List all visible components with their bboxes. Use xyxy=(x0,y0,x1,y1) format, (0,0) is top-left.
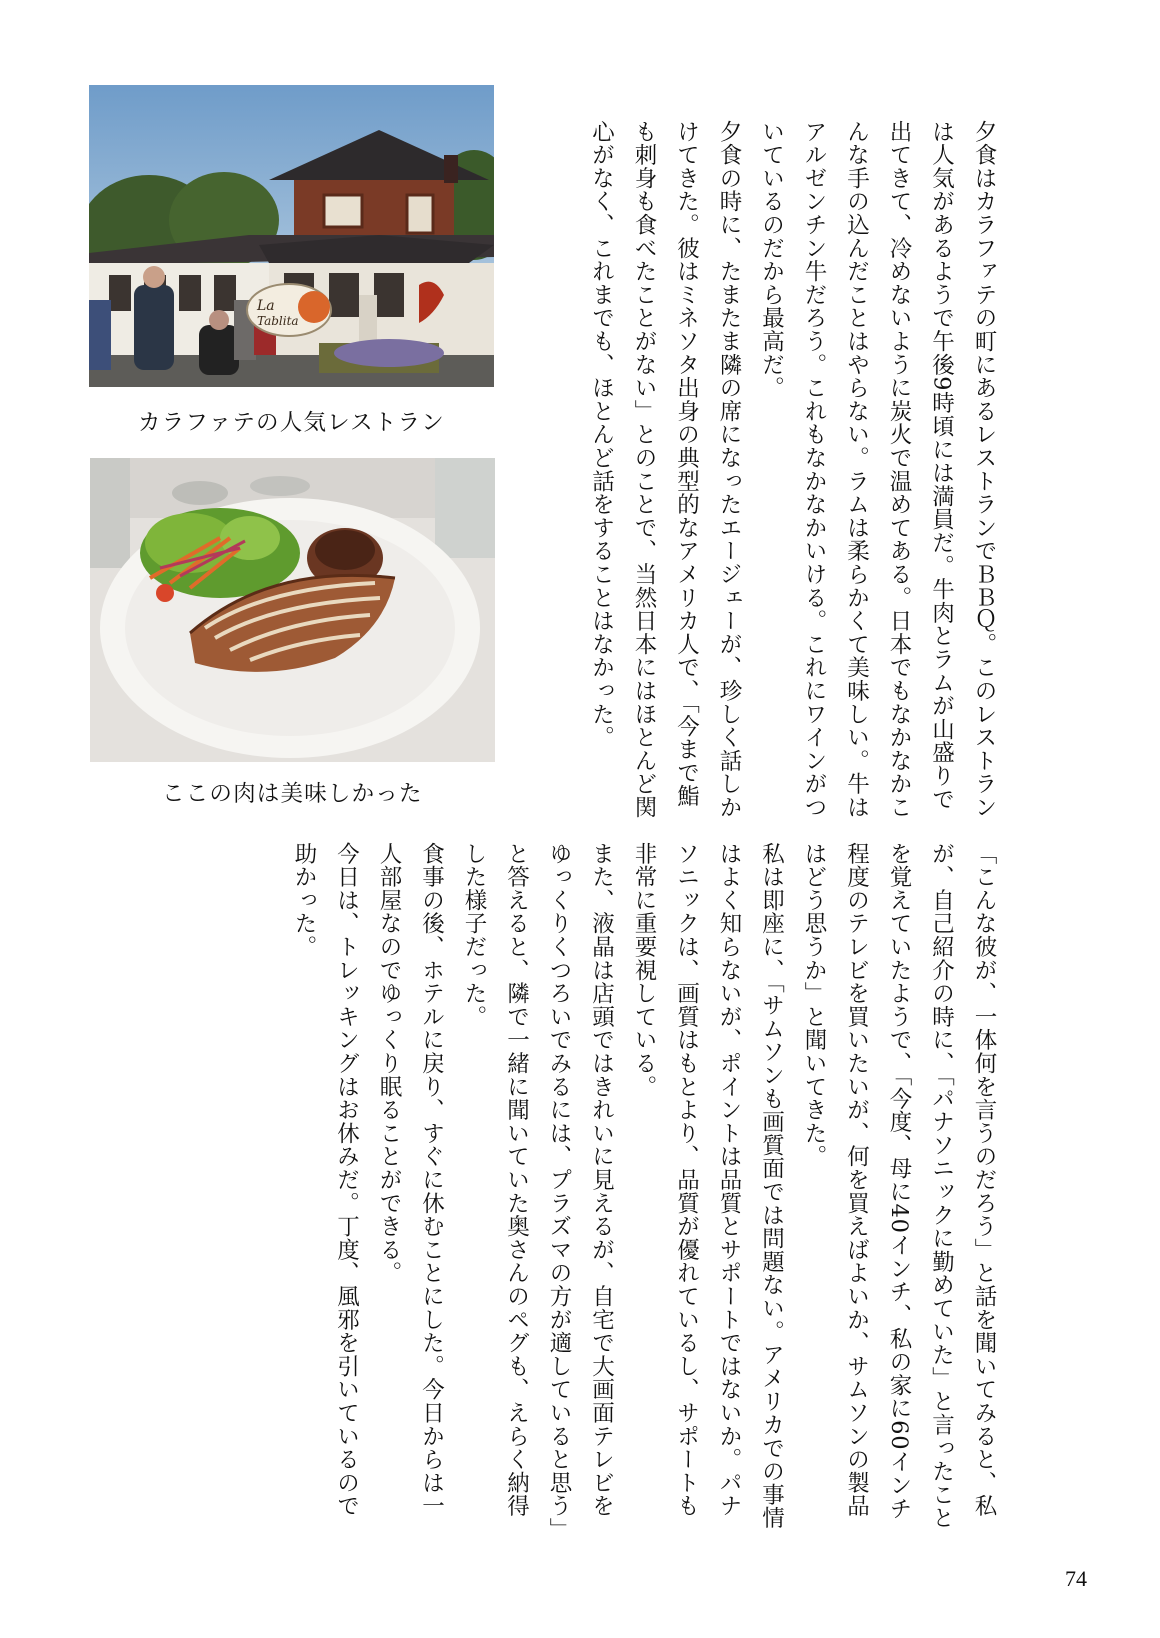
paragraph: 食事の後、ホテルに戻り、すぐに休むことにした。今日からは一人部屋なのでゆっくり眠ることができる。 xyxy=(376,842,445,1518)
figure-caption: カラファテの人気レストラン xyxy=(138,410,445,436)
sign-lettering: La xyxy=(257,298,275,314)
paragraph: 「こんな彼が、一体何を言うのだろう」と話を聞いてみると、私が、自己紹介の時に、「パナソニックに勤めていた」と言ったことを覚えていたようで、「今度、母に40インチ、私の家に60インチ程度のテレビを買いたいが、何を買えばよいか、サムソンの製品はどう思うか」と聞いてきた。 xyxy=(801,842,997,1530)
body-text-top xyxy=(580,120,1005,820)
paragraph: 私は即座に、「サムソンも画質面では問題ない。アメリカでの事情はよく知らないが、ポイントは品質とサポートではないか。パナソニックは、画質はもとより、品質が優れているし、サポートも非常に重要視している。 xyxy=(631,842,785,1530)
paragraph: 夕食はカラファテの町にあるレストランでＢＢＱ。このレストランは人気があるようで午後9時頃には満員だ。牛肉とラムが山盛りで出てきて、冷めないように炭火で温めてある。日本でもなかなかこんな手の込んだことはやらない。ラムは柔らかくて美味しい。牛はアルゼンチン牛だろう。これもなかなかいける。これにワインがついているのだから最高だ。 xyxy=(758,120,997,819)
paragraph: 今日は、トレッキングはお休みだ。丁度、風邪を引いているので助かった。 xyxy=(291,842,360,1518)
svg-text:Tablita: Tablita xyxy=(257,314,299,328)
body-text-bottom xyxy=(283,842,1006,1532)
steak-plate-photo xyxy=(90,458,495,762)
page-number: 74 xyxy=(1065,1566,1087,1591)
restaurant-photo xyxy=(89,85,494,387)
paragraph: また、液晶は店頭ではきれいに見えるが、自宅で大画面テレビをゆっくりくつろいでみるには、プラズマの方が適していると思う」と答えると、隣で一緒に聞いていた奥さんのペグも、えらく納得した様子だった。 xyxy=(461,842,615,1530)
paragraph: 夕食の時に、たまたま隣の席になったエージェーが、珍しく話しかけてきた。彼はミネソタ出身の典型的なアメリカ人で、「今まで鮨も刺身も食べたことがない」とのことで、当然日本にはほとんど関心がなく、これまでも、ほとんど話をすることはなかった。 xyxy=(588,120,742,819)
figure-caption: ここの肉は美味しかった xyxy=(162,781,423,807)
